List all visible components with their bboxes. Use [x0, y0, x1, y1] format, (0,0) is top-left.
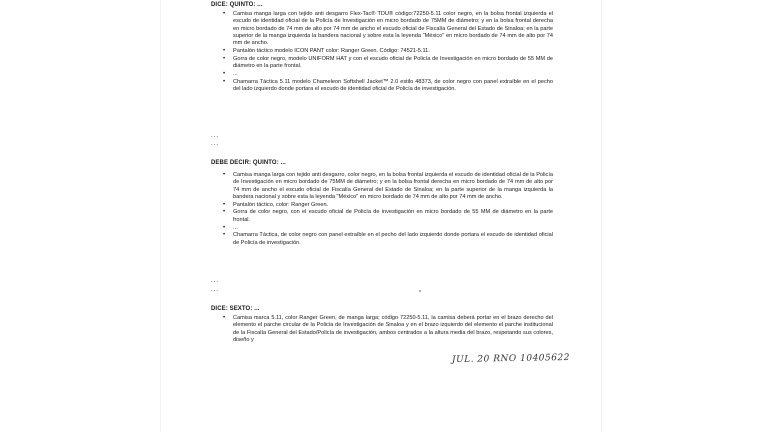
- list-item: • Chamarra Táctica, de color negro con panel extraíble en el pecho del lado izquierdo donde portara el escudo de identidad oficial de Policía de investigación.: [223, 232, 553, 247]
- list-item: • Gorra de color negro, modelo UNIFORM HAT y con el escudo oficial de Policía de Investigación en micro bordado de 55 MM de diámetro en la parte frontal.: [223, 56, 553, 71]
- bullet-list-debe-decir-quinto: [223, 172, 553, 247]
- document-page: [160, 0, 602, 432]
- section-heading-dice-quinto: DICE: QUINTO: ...: [211, 2, 263, 8]
- ellipsis: ...: [211, 287, 220, 293]
- ellipsis: ...: [211, 278, 220, 284]
- list-item: • Pantalón táctico, color: Ranger Green.: [223, 202, 553, 209]
- bullet-list-dice-quinto: [223, 11, 553, 94]
- list-item: • ...: [223, 225, 553, 232]
- ellipsis: ...: [211, 133, 220, 139]
- list-item: • ...: [223, 71, 553, 78]
- bullet-list-dice-sexto: [223, 315, 553, 345]
- list-item: • Pantalón táctico modelo ICON PANT color: Ranger Green. Código: 74521-5.11.: [223, 48, 553, 55]
- list-item: • Gorra de color negro, con el escudo oficial de Policía de investigación en micro bordado de 55 MM de diámetro en la parte frontal.: [223, 209, 553, 224]
- section-heading-debe-decir-quinto: DEBE DECIR: QUINTO: ...: [211, 160, 286, 166]
- handwritten-annotation: JUL. 20 RNO 10405622: [451, 352, 570, 366]
- list-item: • Camisa manga larga con tejido anti desgarro Flex-Tac® TDU® código:72250-5.11 color negro, en la bolsa frontal izquierda el escudo de identidad oficial de la Policía de Investigación en micro bordado de 75MM de diámetro; y en la bolsa frontal derecha en micro bordado de 74 mm de alto por 74 mm de ancho el escudo oficial de Fiscalía General del Estado de Sinaloa; en la parte superior de la manga izquierda la bandera nacional y sobre esta la leyenda "México" en micro bordado de 74 mm de alto por 74 mm de ancho.: [223, 11, 553, 47]
- ellipsis: ...: [211, 141, 220, 147]
- list-item: • Chamarra Táctica 5.11 modelo Chameleon Softshell Jacket™ 2.0 estilo 48373, de color negro con panel extraíble en el pecho del lado izquierdo donde portara el escudo de identidad oficial de Policía de investigación.: [223, 79, 553, 94]
- list-item: • Camisa manga larga con tejido anti desgarro, color negro, en la bolsa frontal izquierda el escudo de identidad oficial de la Policía de Investigación en micro bordado de 75MM de diámetro; y en la bolsa frontal derecha en micro bordado de 74 mm de alto por 74 mm de ancho el escudo oficial de Fiscalía General del Estado de Sinaloa; en la parte superior de la manga izquierda la bandera nacional y sobre esta la leyenda "México" en micro bordado de 74 mm de alto por 74 mm de ancho.: [223, 172, 553, 201]
- list-item: • Camisa marca 5.11, color Ranger Green, de manga larga; código 72250-5.11, la camisa deberá portar en el brazo derecho del elemento el parche circular de la Policía de Investigación de Sinaloa y en el brazo izquierdo del elemento el parche institucional de la Fiscalía General del Estado/Policía de investigación, ambos centrados a la altura media del brazo, respetando sus colores, diseño y: [223, 315, 553, 344]
- scan-speck: [419, 290, 421, 292]
- section-heading-dice-sexto: DICE: SEXTO: ...: [211, 306, 260, 312]
